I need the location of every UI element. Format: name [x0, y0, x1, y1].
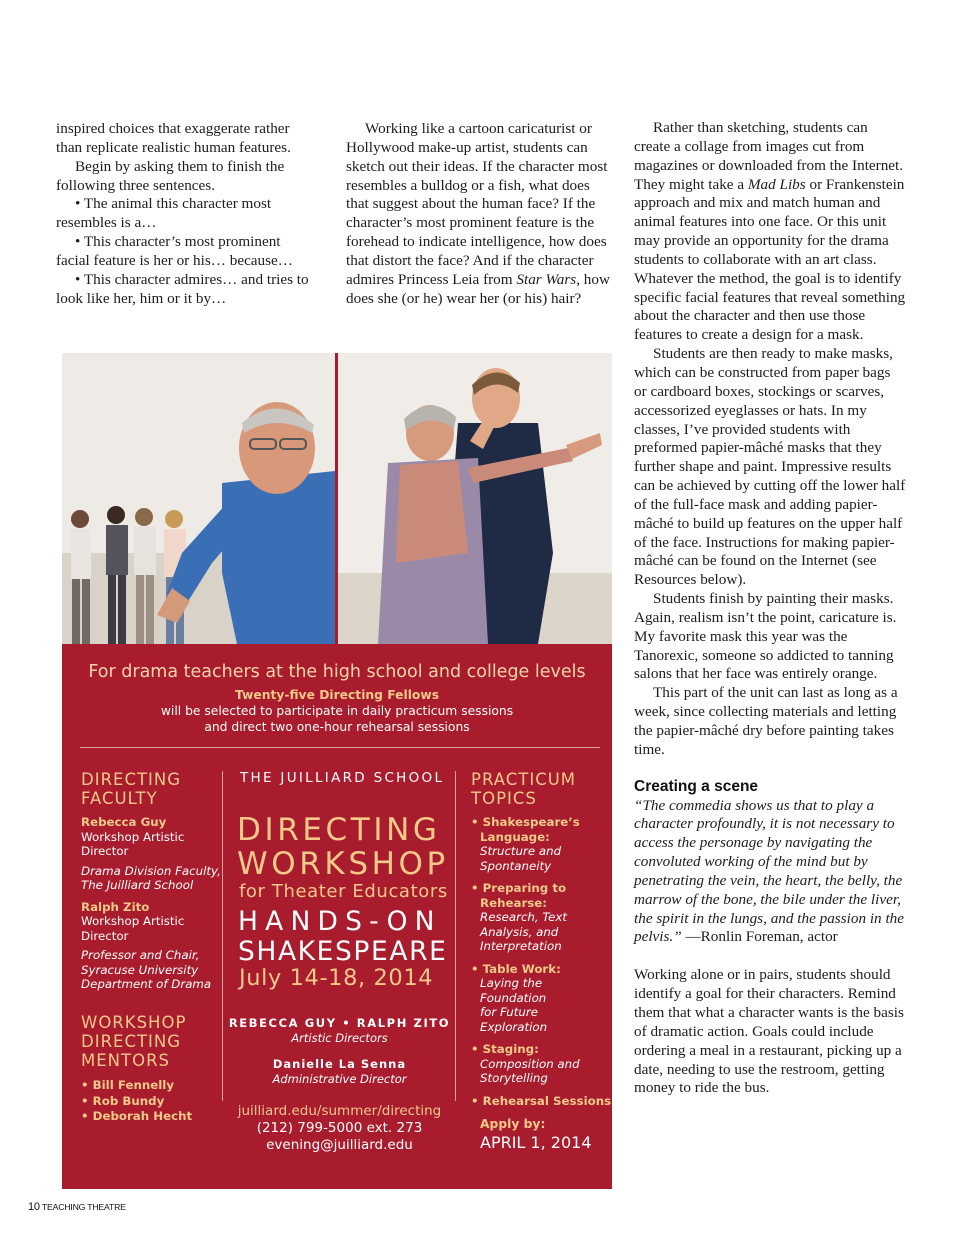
paragraph: Students finish by painting their masks. Again, realism isn’t the point, caricature is. My favorite mask this year was the Tanorexic, someone so addicted to tanning salons that her face was entirely orange.	[634, 590, 897, 683]
paragraph: Working alone or in pairs, students should identify a goal for their characters. Remind them that what a character wants is the basis of dramatic action. Goals could include ordering a meal in a restaurant, picking up a date, needing to use the restroom, getting money to ride the bus.	[634, 966, 904, 1097]
divider	[80, 747, 600, 748]
bullet-item: • This character’s most prominent facial feature is her or his… because…	[56, 233, 293, 269]
workshop-title: WORKSHOP	[237, 846, 449, 882]
topics-list: • Shakespeare’s Language: Structure and Spontaneity • Preparing to Rehearse: Research, Text Analysis, and Interpretation • Table Work: Laying the Foundation for Future Exploration • Staging: Composition and Storytelling • Rehearsal Sessions	[471, 815, 612, 1108]
paragraph: inspired choices that exaggerate rather than replicate realistic human features.	[56, 120, 291, 156]
pull-quote: “The commedia shows us that to play a character profoundly, it is not necessary to access the personage by navigating the convoluted working of the mind but by penetrating the vein, the heart, the belly, the marrow of the bone, the bile under the liver, the spirit in the lungs, and the passion in the pelvis.” —Ronlin Foreman, actor	[634, 796, 904, 946]
contact-block	[223, 1103, 456, 1154]
workshop-photo-instructor	[62, 353, 335, 644]
program-title: HANDS-ON	[238, 906, 442, 937]
article-column-3	[634, 119, 906, 1098]
page-number: 10	[28, 1201, 40, 1213]
directors-block: REBECCA GUY • RALPH ZITO Artistic Directors Danielle La Senna Administrative Director	[228, 1016, 451, 1086]
section-heading: Creating a scene	[634, 777, 759, 795]
paragraph: Students are then ready to make masks, which can be constructed from paper bags or cardboard boxes, stockings or scarves, accessorized eyeglasses or hats. In my classes, I’ve provided students with preformed papier-mâché masks that they further shape and paint. Impressive results can be achieved by cutting off the lower half of the full-face mask and adding papier-mâché to build up features on the upper half of the face. Instructions for making papier-mâché can be found on the Internet (see Resources below).	[634, 345, 906, 589]
workshop-subtitle: for Theater Educators	[239, 881, 448, 902]
ad-tagline: For drama teachers at the high school and college levels	[88, 662, 586, 682]
faculty-heading: DIRECTING FACULTY	[81, 770, 182, 808]
faculty-list: Rebecca Guy Workshop Artistic Director Drama Division Faculty, The Juilliard School Ralph Zito Workshop Artistic Director Professor and Chair, Syracuse University Department of Drama	[81, 815, 221, 991]
email-link[interactable]: evening@juilliard.edu	[266, 1137, 413, 1153]
mentors-heading: WORKSHOP DIRECTING MENTORS	[81, 1013, 187, 1070]
selection-line: and direct two one-hour rehearsal sessions	[204, 720, 470, 734]
faculty-name: Rebecca Guy	[81, 815, 167, 829]
paragraph: Working like a cartoon caricaturist or Hollywood make-up artist, students can sketch out their ideas. If the character most resembles a bulldog or a fish, what does that suggest about the human face? If the character’s most prominent feature is the forehead to indicate intelligence, how does that distort the face? And if the character admires Princess Leia from Star Wars, how does she (or he) wear her (or his) hair?	[346, 120, 610, 307]
paragraph: This part of the unit can last as long as a week, since collecting materials and letting the papier-mâché dry before painting takes time.	[634, 684, 898, 758]
phone-number: (212) 799-5000 ext. 273	[256, 1120, 423, 1136]
workshop-title: DIRECTING	[237, 812, 441, 848]
apply-deadline: APRIL 1, 2014	[480, 1133, 592, 1152]
school-name: THE JUILLIARD SCHOOL	[240, 770, 445, 786]
selection-line: will be selected to participate in daily practicum sessions	[160, 704, 514, 718]
publication-name: TEACHING THEATRE	[41, 1202, 126, 1212]
faculty-name: Ralph Zito	[81, 899, 150, 914]
website-link[interactable]: juilliard.edu/summer/directing	[237, 1103, 442, 1119]
article-column-2	[346, 120, 614, 308]
paragraph: Begin by asking them to finish the following three sentences.	[56, 157, 285, 194]
workshop-dates: July 14-18, 2014	[239, 965, 434, 991]
page-footer	[28, 1201, 126, 1213]
apply-label: Apply by:	[480, 1117, 546, 1131]
article-column-1	[56, 120, 318, 308]
program-title: SHAKESPEARE	[238, 936, 448, 967]
fellows-line: Twenty-five Directing Fellows	[234, 688, 440, 702]
bullet-item: • This character admires… and tries to look like her, him or it by…	[56, 270, 309, 307]
juilliard-advertisement	[62, 353, 612, 1189]
topics-heading: PRACTICUM TOPICS	[471, 770, 577, 808]
mentors-list: • Bill Fennelly • Rob Bundy • Deborah Hecht	[81, 1078, 193, 1123]
paragraph: Rather than sketching, students can create a collage from images cut from magazines or downloaded from the Internet. They might take a Mad Libs or Frankenstein approach and mix and match human and animal features into one face. Or this unit may provide an opportunity for the drama students to collaborate with an art class. Whatever the method, the goal is to identify specific facial features that reveal something about the character and then use those features to create a design for a mask.	[634, 119, 906, 344]
bullet-item: • The animal this character most resembles is a…	[56, 195, 272, 232]
workshop-photo-coaching	[338, 353, 612, 644]
